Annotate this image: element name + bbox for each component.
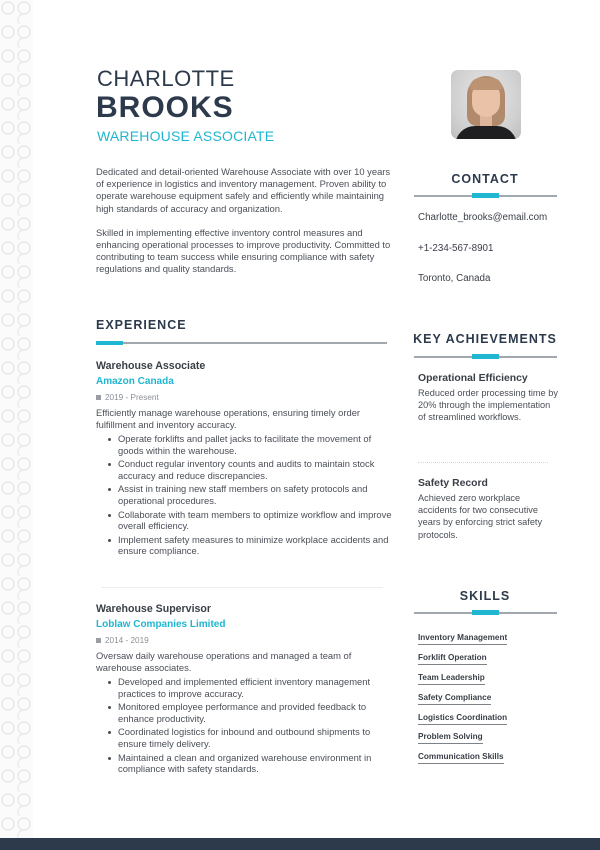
contact-email[interactable]: Charlotte_brooks@email.com <box>418 212 548 223</box>
skill-item: Logistics Coordination <box>418 713 507 725</box>
job-bullet: Coordinated logistics for inbound and outbound shipments to ensure timely delivery. <box>108 726 394 749</box>
summary-paragraph: Skilled in implementing effective inventory control measures and enhancing operational processes to improve productivity. Committed to contributing to team success while ensuring compliance with safety regulations and quality standards. <box>96 226 391 275</box>
contact-phone[interactable]: +1-234-567-8901 <box>418 243 494 254</box>
skill-item: Safety Compliance <box>418 693 491 705</box>
job-title: WAREHOUSE ASSOCIATE <box>97 128 275 144</box>
divider-accent <box>472 354 499 359</box>
experience-entry <box>96 603 394 777</box>
job-bullet: Monitored employee performance and provided feedback to enhance productivity. <box>108 701 394 724</box>
contact-divider <box>414 195 557 197</box>
job-bullet: Assist in training new staff members on safety protocols and operational procedures. <box>108 483 394 506</box>
skill-item: Inventory Management <box>418 633 507 645</box>
achievement-description: Achieved zero workplace accidents for two consecutive years by enforcing strict safety protocols. <box>418 493 543 540</box>
divider-accent <box>96 341 123 345</box>
contact-location: Toronto, Canada <box>418 273 491 284</box>
achievement-title: Safety Record <box>418 478 488 489</box>
experience-heading: EXPERIENCE <box>96 318 187 332</box>
experience-separator <box>101 587 383 588</box>
achievement-title: Operational Efficiency <box>418 373 528 384</box>
calendar-icon <box>96 638 101 643</box>
skill-item: Team Leadership <box>418 673 485 685</box>
skills-heading: SKILLS <box>459 589 511 603</box>
photo-bangs <box>470 78 502 90</box>
decorative-pattern-strip <box>0 0 33 838</box>
job-role: Warehouse Associate <box>96 360 206 372</box>
job-bullet: Operate forklifts and pallet jacks to facilitate the movement of goods within the warehouse. <box>108 433 394 456</box>
achievements-divider <box>414 356 557 358</box>
profile-summary <box>96 166 392 276</box>
last-name: BROOKS <box>96 91 234 124</box>
job-dates-text: 2019 - Present <box>105 393 159 402</box>
experience-divider <box>96 342 387 344</box>
job-bullets <box>96 433 394 557</box>
job-bullet: Maintained a clean and organized warehouse environment in compliance with safety standards. <box>108 752 394 775</box>
job-dates <box>96 393 394 402</box>
job-bullet: Implement safety measures to minimize workplace accidents and ensure compliance. <box>108 534 394 557</box>
achievement-separator <box>418 462 548 463</box>
skill-item: Forklift Operation <box>418 653 487 665</box>
photo-shoulders <box>455 126 517 139</box>
skill-item: Communication Skills <box>418 752 504 764</box>
experience-entry <box>96 360 394 559</box>
job-bullet: Collaborate with team members to optimize workflow and improve overall efficiency. <box>108 509 394 532</box>
footer-bar <box>0 838 600 850</box>
job-bullet: Developed and implemented efficient inventory management practices to improve accuracy. <box>108 676 394 699</box>
job-company: Amazon Canada <box>96 376 174 387</box>
first-name: CHARLOTTE <box>97 66 235 91</box>
job-description: Oversaw daily warehouse operations and managed a team of warehouse associates. <box>96 650 352 673</box>
job-bullets <box>96 676 394 775</box>
achievement-item <box>418 478 558 541</box>
job-bullet: Conduct regular inventory counts and audits to maintain stock accuracy and reduce discrepancies. <box>108 458 394 481</box>
contact-heading: CONTACT <box>451 172 519 186</box>
profile-photo <box>451 70 521 139</box>
skills-divider <box>414 612 557 614</box>
achievements-heading: KEY ACHIEVEMENTS <box>413 332 557 346</box>
job-description: Efficiently manage warehouse operations, ensuring timely order fulfillment and inventory accuracy. <box>96 407 361 430</box>
summary-paragraph: Dedicated and detail-oriented Warehouse Associate with over 10 years of experience in logistics and inventory management. Proven ability to operate warehouse equipment safely and efficiently while maintaining high standards of accuracy and organization. <box>96 166 391 214</box>
calendar-icon <box>96 395 101 400</box>
divider-accent <box>472 610 499 615</box>
job-company: Loblaw Companies Limited <box>96 619 226 630</box>
job-dates <box>96 636 394 645</box>
achievement-description: Reduced order processing time by 20% through the implementation of streamlined workflows. <box>418 388 558 423</box>
divider-accent <box>472 193 499 198</box>
achievement-item <box>418 373 558 424</box>
job-role: Warehouse Supervisor <box>96 603 211 615</box>
skill-item: Problem Solving <box>418 732 483 744</box>
job-dates-text: 2014 - 2019 <box>105 636 149 645</box>
